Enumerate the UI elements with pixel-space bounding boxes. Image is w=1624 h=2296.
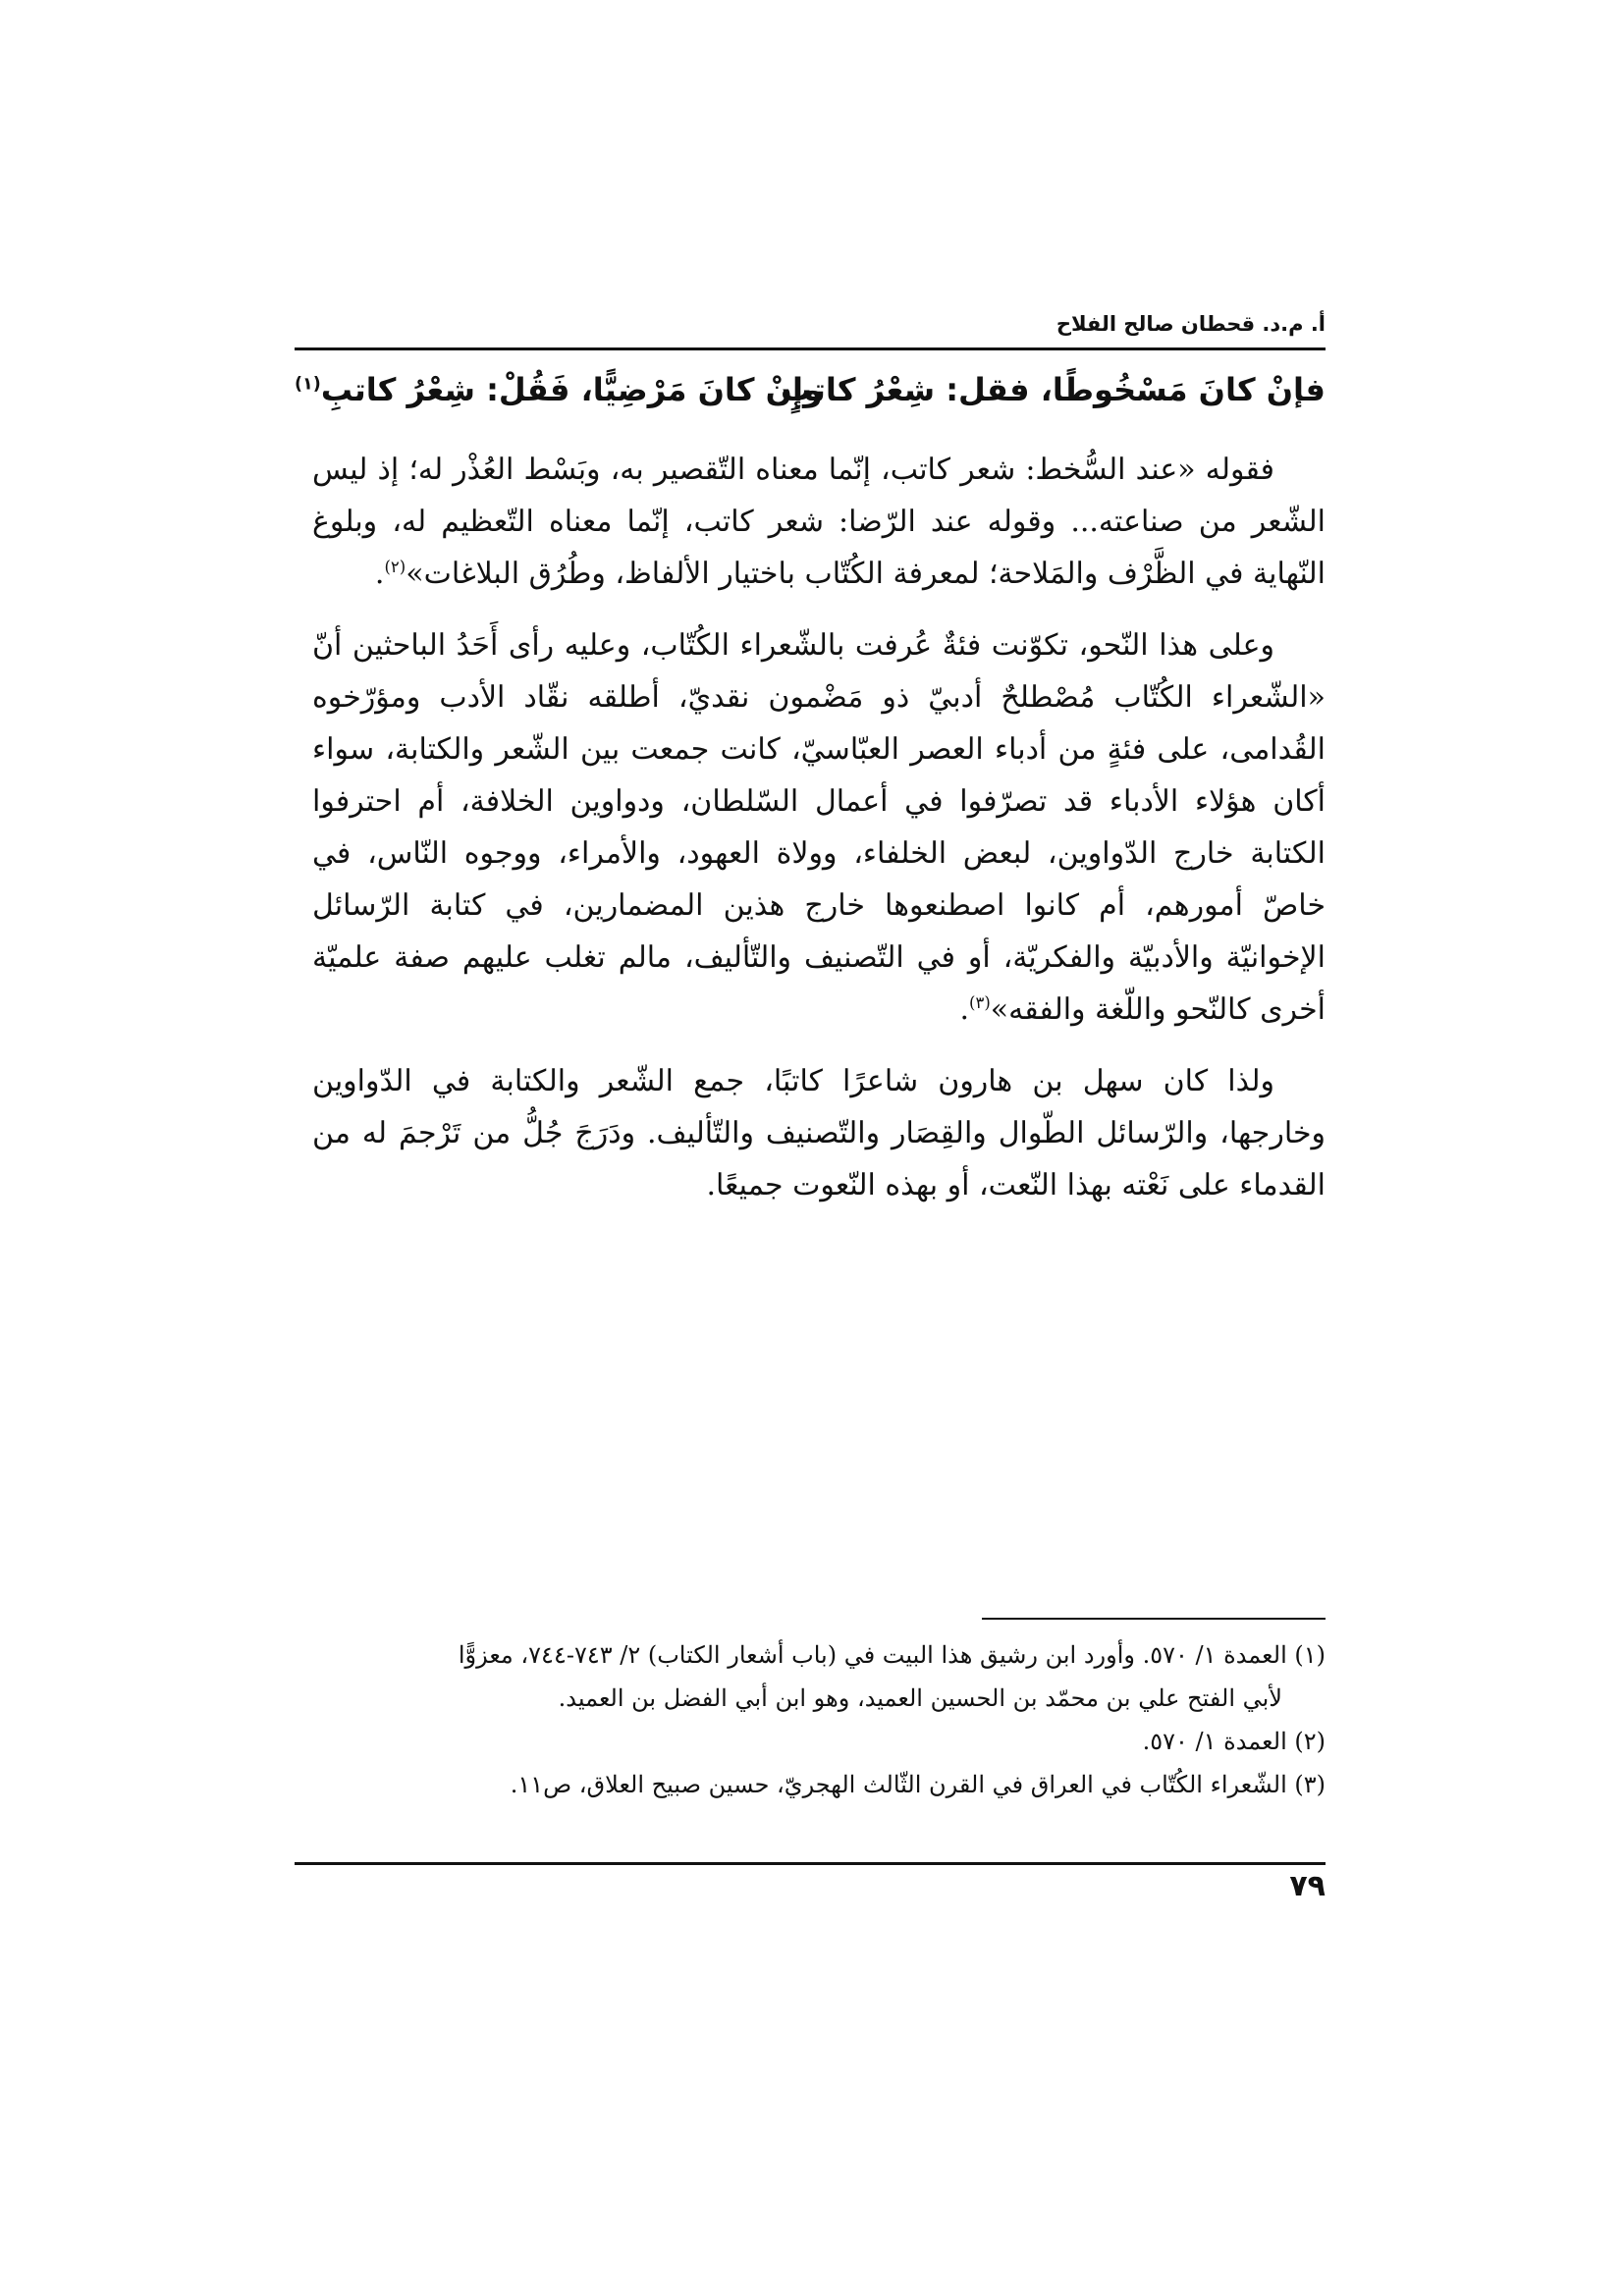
- footer-rule: [295, 1862, 1326, 1865]
- poem-verse: [295, 357, 1326, 426]
- paragraph-3: ولذا كان سهل بن هارون شاعرًا كاتبًا، جمع الشّعر والكتابة في الدّواوين وخارجها، والرّسائل الطّوال والقِصَار والتّصنيف والتّأليف. ودَرَجَ جُلُّ من تَرْجمَ له من القدماء على نَعْته بهذا النّعت، أو بهذه النّعوت جميعًا.: [312, 1064, 1326, 1202]
- body-text: [312, 444, 1326, 1231]
- footnote-2: (٢) العمدة ١/ ٥٧٠.: [1142, 1728, 1326, 1755]
- verse-first-hemistich: فإنْ كانَ مَسْخُوطًا، فقل: شِعْرُ كاتبٍ: [780, 371, 1326, 408]
- paragraph-1: [312, 444, 1326, 600]
- paragraph-1-text: فقوله «عند السُّخط: شعر كاتب، إنّما معناه التّقصير به، وبَسْط العُذْر له؛ إذ ليس الشّعر من صناعته... وقوله عند الرّضا: شعر كاتب، إنّما معناه التّعظيم له، وبلوغ النّهاية في الظَّرْف والمَلاحة؛ لمعرفة الكُتّاب باختيار الألفاظ، وطُرُق البلاغات»: [312, 453, 1326, 591]
- footnote-1-line-1: (١) العمدة ١/ ٥٧٠. وأورد ابن رشيق هذا البيت في (باب أشعار الكتاب) ٢/ ٧٤٣-٧٤٤، معزوًّا: [458, 1641, 1326, 1669]
- footnote-1-line-2: لأبي الفتح علي بن محمّد بن الحسين العميد، وهو ابن أبي الفضل بن العميد.: [558, 1684, 1282, 1712]
- footnotes: [295, 1633, 1326, 1806]
- running-header-author: أ. م.د. قحطان صالح الفلاح: [1056, 312, 1326, 336]
- paragraph-2-text: وعلى هذا النّحو، تكوّنت فئةٌ عُرفت بالشّعراء الكُتّاب، وعليه رأى أَحَدُ الباحثين أنّ «الشّعراء الكُتّاب مُصْطلحٌ أدبيّ ذو مَضْمون نقديّ، أطلقه نقّاد الأدب ومؤرّخوه القُدامى، على فئةٍ من أدباء العصر العبّاسيّ، كانت جمعت بين الشّعر والكتابة، سواء أكان هؤلاء الأدباء قد تصرّفوا في أعمال السّلطان، ودواوين الخلافة، أم احترفوا الكتابة خارج الدّواوين، لبعض الخلفاء، وولاة العهود، والأمراء، ووجوه النّاس، في خاصّ أمورهم، أم كانوا اصطنعوها خارج هذين المضمارين، في كتابة الرّسائل الإخوانيّة والأدبيّة والفكريّة، أو في التّصنيف والتّأليف، مالم تغلب عليهم صفة علميّة أخرى كالنّحو واللّغة والفقه»: [312, 628, 1326, 1027]
- verse-second-hemistich-wrap: [295, 371, 823, 408]
- footnote-separator: [982, 1618, 1326, 1620]
- paragraph-2: [312, 619, 1326, 1036]
- footnote-3: (٣) الشّعراء الكُتّاب في العراق في القرن الثّالث الهجريّ، حسين صبيح العلاق، ص١١.: [510, 1771, 1326, 1798]
- header-rule: [295, 347, 1326, 350]
- page-number: ٧٩: [1289, 1869, 1326, 1903]
- footnote-ref-1: (١): [295, 374, 321, 395]
- paragraph-1-end: .: [374, 557, 385, 591]
- footnote-ref-3: (٣): [969, 993, 991, 1012]
- paragraph-2-end: .: [959, 992, 970, 1027]
- verse-second-hemistich: وإنْ كانَ مَرْضِيًّا، فَقُلْ: شِعْرُ كاتبِ: [320, 371, 823, 408]
- footnote-ref-2: (٢): [384, 558, 406, 576]
